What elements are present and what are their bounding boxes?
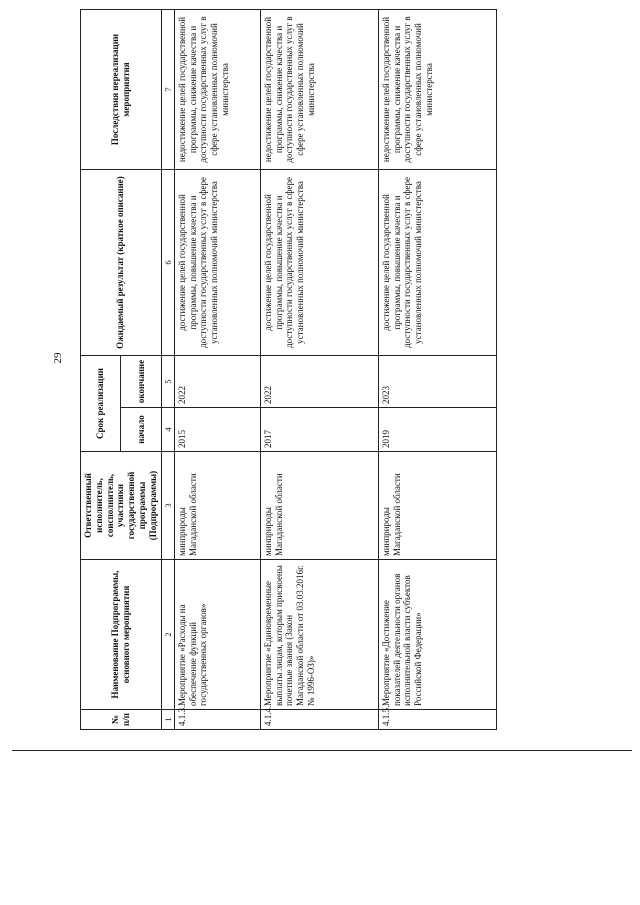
header-term: Срок реализации	[81, 356, 121, 452]
column-number: 6	[161, 170, 174, 356]
column-number: 7	[161, 10, 174, 170]
header-end: окончание	[121, 356, 161, 408]
row-name: Мероприятие «Расходы на обеспечение функций государственных органов»	[174, 560, 260, 710]
row-consequence: недостижение целей государственной программы, снижение качества и доступности государственных услуг в сфере установленных полномочий министерства	[260, 10, 378, 170]
column-number: 5	[161, 356, 174, 408]
row-result: достижение целей государственной программы, повышение качества и доступности государственных услуг в сфере установленных полномочий министерства	[174, 170, 260, 356]
row-result: достижение целей государственной программы, повышение качества и доступности государственных услуг в сфере установленных полномочий министерства	[378, 170, 496, 356]
row-number: 4.1.5.	[378, 710, 496, 730]
header-result: Ожидаемый результат (краткое описание)	[81, 170, 162, 356]
program-activities-table	[80, 9, 497, 730]
row-name: Мероприятие «Достижение показателей деятельности органов исполнительной власти субъектов Российской Федерации»	[378, 560, 496, 710]
table-header-row	[81, 10, 121, 730]
row-end: 2022	[174, 356, 260, 408]
table-row	[378, 10, 496, 730]
header-consequence: Последствия нереализации мероприятия	[81, 10, 162, 170]
row-executor: минприроды Магаданской области	[174, 452, 260, 560]
column-number: 4	[161, 408, 174, 452]
row-end: 2023	[378, 356, 496, 408]
page-number: 29	[52, 352, 64, 364]
row-number: 4.1.4.	[260, 710, 378, 730]
header-name: Наименование Подпрограммы, основного мероприятия	[81, 560, 162, 710]
row-executor: минприроды Магаданской области	[260, 452, 378, 560]
column-number: 1	[161, 710, 174, 730]
header-number: № п/п	[81, 710, 162, 730]
column-number: 2	[161, 560, 174, 710]
rotated-table-container	[80, 10, 560, 730]
page-bottom-rule	[12, 750, 632, 751]
header-executor: Ответственный исполнитель, соисполнитель, участники государственной программы (Подпрограммы)	[81, 452, 162, 560]
row-result: достижение целей государственной программы, повышение качества и доступности государственных услуг в сфере установленных полномочий министерства	[260, 170, 378, 356]
table-row	[260, 10, 378, 730]
header-start: начало	[121, 408, 161, 452]
row-consequence: недостижение целей государственной программы, снижение качества и доступности государственных услуг в сфере установленных полномочий министерства	[378, 10, 496, 170]
table-row	[174, 10, 260, 730]
row-consequence: недостижение целей государственной программы, снижение качества и доступности государственных услуг в сфере установленных полномочий министерства	[174, 10, 260, 170]
column-number: 3	[161, 452, 174, 560]
row-executor: минприроды Магаданской области	[378, 452, 496, 560]
row-end: 2022	[260, 356, 378, 408]
row-name: Мероприятие «Единовременные выплаты лицам, которым присвоены почетные звания (Закон Магаданской области от 03.03.2016г. № 1996-ОЗ)»	[260, 560, 378, 710]
row-number: 4.1.3.	[174, 710, 260, 730]
table-landscape-frame	[80, 10, 560, 730]
row-start: 2019	[378, 408, 496, 452]
row-start: 2015	[174, 408, 260, 452]
row-start: 2017	[260, 408, 378, 452]
column-number-row	[161, 10, 174, 730]
